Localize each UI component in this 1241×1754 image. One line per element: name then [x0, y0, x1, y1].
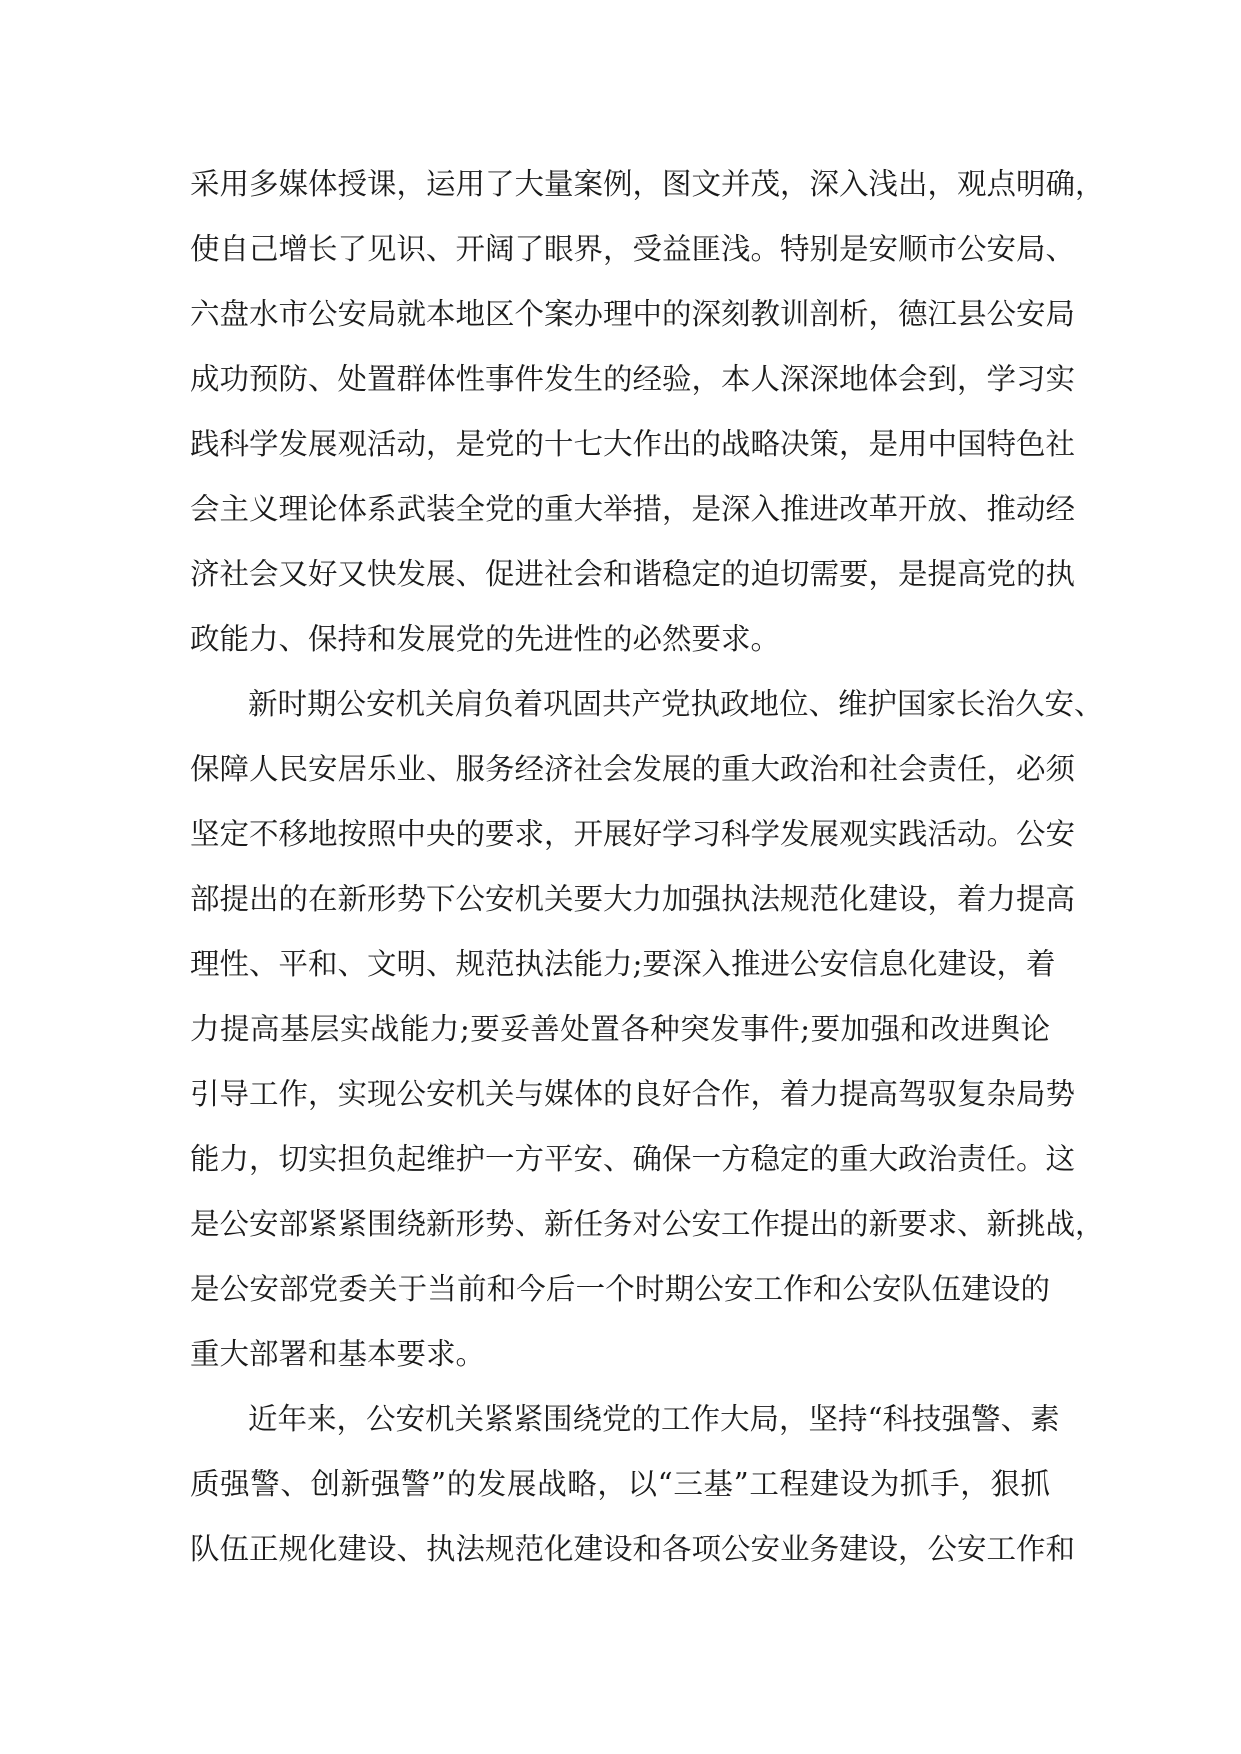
text-line: 能力，切实担负起维护一方平安、确保一方稳定的重大政治责任。这 [190, 1142, 1076, 1176]
text-line: 采用多媒体授课，运用了大量案例，图文并茂，深入浅出，观点明确， [190, 167, 1105, 201]
text-line: 坚定不移地按照中央的要求，开展好学习科学发展观实践活动。公安 [190, 817, 1076, 851]
text-line: 新时期公安机关肩负着巩固共产党执政地位、维护国家长治久安、 [248, 687, 1104, 721]
text-line: 力提高基层实战能力;要妥善处置各种突发事件;要加强和改进舆论 [190, 1012, 1050, 1046]
text-line: 六盘水市公安局就本地区个案办理中的深刻教训剖析，德江县公安局 [190, 297, 1076, 331]
text-line: 会主义理论体系武装全党的重大举措，是深入推进改革开放、推动经 [190, 492, 1076, 526]
text-line: 近年来，公安机关紧紧围绕党的工作大局，坚持“科技强警、素 [248, 1402, 1060, 1436]
text-line: 质强警、创新强警”的发展战略，以“三基”工程建设为抓手，狠抓 [190, 1467, 1050, 1501]
text-line: 是公安部党委关于当前和今后一个时期公安工作和公安队伍建设的 [190, 1272, 1050, 1306]
text-line: 队伍正规化建设、执法规范化建设和各项公安业务建设，公安工作和 [190, 1532, 1076, 1566]
body-text [190, 152, 1105, 1582]
text-line: 成功预防、处置群体性事件发生的经验，本人深深地体会到，学习实 [190, 362, 1076, 396]
text-line: 使自己增长了见识、开阔了眼界，受益匪浅。特别是安顺市公安局、 [190, 232, 1076, 266]
text-line: 保障人民安居乐业、服务经济社会发展的重大政治和社会责任，必须 [190, 752, 1076, 786]
text-line: 践科学发展观活动，是党的十七大作出的战略决策，是用中国特色社 [190, 427, 1076, 461]
text-line: 部提出的在新形势下公安机关要大力加强执法规范化建设，着力提高 [190, 882, 1076, 916]
text-line: 是公安部紧紧围绕新形势、新任务对公安工作提出的新要求、新挑战， [190, 1207, 1105, 1241]
text-line: 理性、平和、文明、规范执法能力;要深入推进公安信息化建设，着 [190, 947, 1056, 981]
text-line: 济社会又好又快发展、促进社会和谐稳定的迫切需要，是提高党的执 [190, 557, 1076, 591]
text-line: 引导工作，实现公安机关与媒体的良好合作，着力提高驾驭复杂局势 [190, 1077, 1076, 1111]
text-line: 政能力、保持和发展党的先进性的必然要求。 [190, 622, 781, 656]
text-line: 重大部署和基本要求。 [190, 1337, 486, 1371]
